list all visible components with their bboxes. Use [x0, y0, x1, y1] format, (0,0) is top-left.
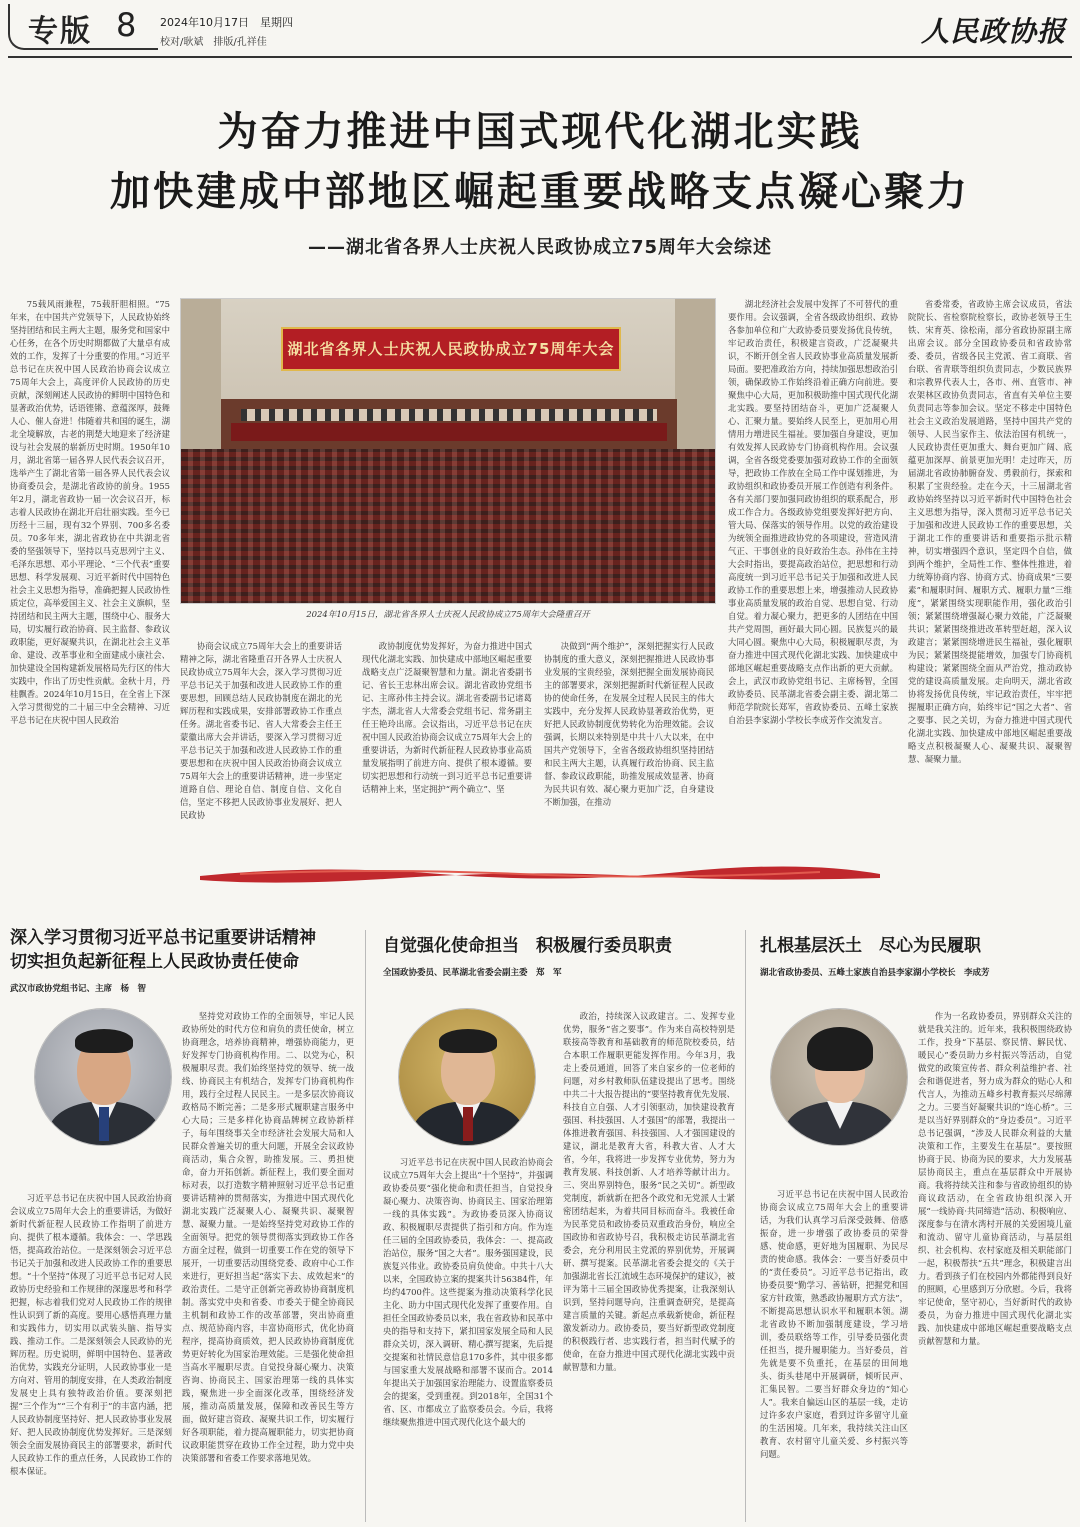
section2-title: 自觉强化使命担当 积极履行委员职责: [383, 936, 672, 956]
article-text: 政协制度优势发挥好，为奋力推进中国式现代化湖北实践、加快建成中部地区崛起重要战略支点广泛凝聚智慧和力量。湖北省委副书记、省长王忠林出席会议。湖北省政协党组书记、主席孙伟主持会议。湖北省委副书记诸葛宇杰，湖北省人大常委会党组书记、常务副主任王艳玲出席。会议指出，习近平总书记在庆祝中国人民政治协商会议成立75周年大会上的重要讲话，为新时代新征程人民政协事业高质量发展指明了前进方向、提供了根本遵循。要切实把思想和行动统一到习近平总书记重要讲话精神上来，坚定拥护“两个确立”、坚: [362, 641, 532, 794]
portrait-yang-zhi: [34, 1008, 172, 1146]
article-column-3: [362, 640, 532, 856]
masthead: [0, 0, 1080, 58]
section1-column-2: [182, 1010, 354, 1522]
article-text: 政治，持续深入议政建言。二、发挥专业优势，服务“省之要事”。作为来自高校特别是联接高等教育和基础教育的师范院校委员，结合本职工作履职更能发挥作用。今年3月，我走上委员通道，回答了来自家乡的一位老师的问题，对乡村教师队伍建设提出了思考。围绕中共二十大报告提出的“要坚持教育优先发展、科技自立自强、人才引领驱动，加快建设教育强国、科技强国、人才强国”的部署，我提出一体推进教育强国、科技强国、人才强国建设的建议，湖北是教育大省，科教大省、人才大省，今年，我将进一步发挥专业优势，努力为教育发展、科技创新、人才培养等献计出力。三、突出界别特色，服务“民之关切”。新型政党制度，新就新在把各个政党和无党派人士紧密团结起来，为着共同目标而奋斗。我被任命为民革党员和政协委员双重政治身份，响应全国政协和省政协号召，我积极走访民革湖北省委会，充分利用民主党派的界别优势，开展调研、撰写提案。民革湖北省委会提交的《关于加强湖北省长江流域生态环境保护的建议》，被评为第十三届全国政协优秀提案，让我深刻认识到，坚持问题导向，注重调查研究，是提高建言质量的关键。新起点承载新使命，新征程激发新动力。政协委员，要当好新型政党制度的积极践行者、忠实践行者，担当时代赋予的使命，在奋力推进中国式现代化湖北实践中贡献智慧和力量。: [563, 1011, 735, 1372]
photo-caption: 2024年10月15日，湖北省各界人士庆祝人民政协成立75周年大会隆重召开: [306, 610, 590, 620]
article-text: 决做到“两个维护”，深刻把握实行人民政协制度的重大意义，深刻把握推进人民政协事业发展的宝贵经验，深刻把握全面发展协商民主的部署要求，深刻把握新时代新征程人民政协的使命任务，在发展全过程人民民主的伟大实践中，充分发挥人民政协显著政治优势，更好把人民政协制度优势转化为治理效能。会议强调，长期以来特别是中共十八大以来，在中国共产党领导下，全省各级政协组织坚持团结和民主两大主题，认真履行政治协商、民主监督、参政议政职能，助推发展成效显著、协商为民共识有效、凝心聚力更加广泛，自身建设不断加强，在推动: [544, 641, 714, 807]
red-ribbon-divider: [200, 862, 880, 884]
article-column-6: [908, 298, 1072, 856]
headline-subtitle: ——湖北省各界人士庆祝人民政协成立75周年大会综述: [307, 237, 773, 258]
article-text: 湖北经济社会发展中发挥了不可替代的重要作用。会议强调，全省各级政协组织、政协各参加单位和广大政协委员要发扬优良传统，牢记政治责任，积极建言资政，广泛凝聚共识，不断开创全省人民政协事业高质量发展新局面。要把准政治方向，持续加强思想政治引领，确保政协工作始终沿着正确方向前进。要聚焦中心大局，更加积极助推中国式现代化湖北实践。要坚持团结奋斗，更加广泛凝聚人心、汇聚力量。要始终人民至上，更加用心用情用力增进民生福祉。要加强自身建设，更加有效发挥人民政协专门协商机构作用。会议强调，全省各级党委要加强对政协工作的全面领导，把政协工作放在全局工作中谋划推进，为政协组织和政协委员开展工作创造有利条件。各有关部门要加强同政协组织的联系配合，形成工作合力。各级政协党组要发挥好把方向、管大局、保落实的领导作用。以党的政治建设为统领全面推进政协党的各项建设，营造风清气正、干事创业的良好政治生态。孙伟在主持大会时指出，要提高政治站位，把思想和行动高度统一到习近平总书记关于加强和改进人民政协工作的重要思想上来，增强推动人民政协事业高质量发展的政治自觉、思想自觉、行动自觉。着力凝心聚力，把更多的人团结在中国共产党周围，画好最大同心圆。民族复兴的最大同心圆。聚焦中心大局，积极履职尽责，为奋力推进中国式现代化湖北实践、加快建成中部地区崛起重要战略支点作出新的更大贡献。会上，武汉市政协党组书记、主席杨智，全国政协委员、民革湖北省委会副主委、湖北第二师范学院院长郑军，省政协委员、五峰土家族自治县李家湖小学校长李成芳作交流发言。: [728, 299, 898, 725]
article-text: 习近平总书记在庆祝中国人民政治协商会议成立75周年大会上提出“十个坚持”，并强调政协委员要“强化使命和责任担当，自觉投身凝心聚力、决策咨询、协商民主、国家治理第一线的具体实践”。为政协委员深入协商议政、积极履职尽责提供了指引和方向。作为连任三届的全国政协委员，我体会：一、提高政治站位，服务“国之大者”。服务强国建设，民族复兴伟业。政协委员肩负使命。中共十八大以来，全国政协立案的提案共计56384件，年均约4700件。这些提案为推动决策科学化民主化、助力中国式现代化发挥了重要作用。自担任全国政协委员以来，我在省政协和民革中央的指导和支持下，紧扣国家发展全局和人民群众关切，深入调研、精心撰写提案，先后提交提案和社情民意信息170多件，其中很多都与国家重大发展战略和部署不谋而合。2014年提出关于加强国家治理能力、设置监察委员会的提案，受到重视。到2018年，全国31个省、区、市都成立了监察委员会。今后，我将继续聚焦推进中国式现代化这个最大的: [383, 1157, 553, 1427]
editorial-staff: 校对/耿斌 排版/孔祥佳: [160, 37, 267, 48]
stage-table: [231, 423, 667, 441]
section3-column-1: [760, 1188, 908, 1522]
article-text: 协商会议成立75周年大会上的重要讲话精神之际，湖北省隆重召开各界人士庆祝人民政协成立75周年大会，深入学习贯彻习近平总书记关于加强和改进人民政协工作的重要思想，回顾总结人民政协制度在湖北的光辉历程和实践成果，安排部署政协工作重点任务。湖北省委书记、省人大常委会主任王蒙徽出席大会并讲话，要深入学习贯彻习近平总书记关于加强和改进人民政协工作的重要思想和在庆祝中国人民政治协商会议成立75周年大会上的重要讲话精神，进一步坚定道路自信、理论自信、制度自信、文化自信，坚定不移把人民政协事业发展好、把人民政协: [180, 641, 342, 820]
article-column-1: [10, 298, 170, 858]
conference-banner: 湖北省各界人士庆祝人民政协成立75周年大会: [281, 327, 621, 371]
column-divider: [365, 930, 366, 1522]
section1-title-line-1: 深入学习贯彻习近平总书记重要讲话精神: [10, 928, 316, 948]
section1-column-1: [10, 1192, 172, 1522]
masthead-rule: [8, 56, 1072, 58]
article-text: 习近平总书记在庆祝中国人民政治协商会议成立75周年大会上的重要讲话，为做好新时代新征程人民政协工作指明了前进方向、提供了根本遵循。我体会：一、学思践悟，提高政治站位。一是深刻领会习近平总书记关于加强和改进人民政协工作的重要思想。“十个坚持”体现了习近平总书记对人民政协历史经验和工作规律的深邃思考和科学把握，标志着我们党对人民政协工作的规律性认识到了新的高度。要用心感悟真理力量和实践伟力，切实用以武装头脑、指导实践、推动工作。二是深刻领会人民政协的光辉历程。历史说明，鲜明中国特色、显著政治优势，实践充分证明，人民政协事业一是方向对、管用的制度安排，在人类政治制度发展史上具有独特政治价值。要深刻把握“三个作为”“三个有利于”的丰富内涵，把人民政协制度坚持好、把人民政协事业发展好、把人民政协制度优势发挥好。三是深刻领会全面发展协商民主的部署要求，新时代人民政协工作的重点任务，人民政协工作的根本保证。: [10, 1193, 172, 1476]
conference-photo: [180, 298, 716, 604]
audience-rows: [181, 449, 716, 604]
article-column-4: [544, 640, 714, 856]
portrait-zheng-jun: [398, 1008, 536, 1146]
section2-column-2: [563, 1010, 735, 1522]
section2-column-1: [383, 1156, 553, 1522]
section3-author: 湖北省政协委员、五峰土家族自治县李家湖小学校长 李成芳: [760, 968, 990, 978]
column-divider: [745, 930, 746, 1522]
stage-attendees: [241, 409, 657, 421]
article-column-5: [728, 298, 898, 856]
portrait-li-chengfang: [770, 1008, 908, 1146]
article-text: 坚持党对政协工作的全面领导，牢记人民政协所处的时代方位和肩负的责任使命，树立协商理念，培养协商精神，增强协商能力，更好发挥专门协商机构作用。二、以党为心，积极履职尽责。我们始终坚持党的领导、统一战线、协商民主有机结合，发挥专门协商机构作用，践行全过程人民民主。一是多层次协商议政格局不断完善；二是多形式履职建言服务中心大局；三是多样化协商品牌树立政协新样子，每年围绕事关全市经济社会发展大局和人民群众普遍关切的重大问题，开展全会议政协商活动，集合众智，助推发展。三、勇担使命，奋力开拓创新。新征程上，我们要全面对标对表，以打造数字精神照射习近平总书记重要讲话精神的贯彻落实，为推进中国式现代化湖北实践广泛凝聚人心、凝聚共识、凝聚智慧、凝聚力量。一是始终坚持党对政协工作的全面领导。把党的领导贯彻落实到政协工作各方面全过程，做到一切重要工作在党的领导下展开，一切重要活动围绕党委、政府中心工作来进行，更好担当起“落实下去、成效起来”的政治责任。二是守正创新完善政协协商制度机制。落实党中央和省委、市委关于健全协商民主机制和政协工作的改革部署，突出协商重点、规范协商内容，丰富协商形式，优化协商程序，提高协商质效，把人民政协协商制度优势更好转化为国家治理效能。三是强化使命担当高水平履职尽责。自觉投身凝心聚力、决策咨询、协商民主、国家治理第一线的具体实践，聚焦进一步全面深化改革，围绕经济发展，推动高质量发展，保障和改善民生等方面，做好建言资政、凝聚共识工作，切实履行好各项职能，着力提高履职能力，切实把协商议政职能贯穿在政协工作全过程，助力党中央决策部署和省委工作要求落地见效。: [182, 1011, 354, 1463]
article-column-2: [180, 640, 342, 856]
article-text: 习近平总书记在庆祝中国人民政治协商会议成立75周年大会上的重要讲话，为我们认真学习后深受鼓舞、倍感振奋，进一步增强了政协委员的荣誉感、使命感，更好地为国履职、为民尽责的使命感。我体会：一要当好委员中的“责任委员”。习近平总书记指出，政协委员要“勤学习、善钻研，把握党和国家方针政策，熟悉政协履职方式方法”，不断提高思想认识水平和履职本领。湖北省政协不断加强制度建设，学习培训，委员联络等工作，引导委员强化责任担当，提升履职能力。当好委员，首先就是要不负重托，在基层的田间地头、街头巷尾中开展调研，倾听民声、汇集民智。二要当好群众身边的“知心人”。我来自偏远山区的基层一线，走访过许多农户家庭，看到过许多留守儿童的生活困境。几年来，我持续关注山区教育、农村留守儿童关爱、乡村振兴等问题。: [760, 1189, 908, 1459]
issue-date: 2024年10月17日 星期四: [160, 16, 293, 29]
headline-line-2: 加快建成中部地区崛起重要战略支点凝心聚力: [110, 168, 970, 215]
section-label: 专版: [28, 14, 92, 49]
section2-author: 全国政协委员、民革湖北省委会副主委 郑 军: [383, 968, 562, 978]
newspaper-logo: 人民政协报: [920, 15, 1066, 48]
section1-title-line-2: 切实担负起新征程上人民政协责任使命: [10, 952, 299, 972]
page-number: 8: [116, 6, 137, 44]
hall-pillar-right: [675, 299, 715, 449]
headline-line-1: 为奋力推进中国式现代化湖北实践: [217, 108, 863, 155]
hall-pillar-left: [181, 299, 221, 449]
article-text: 75载风雨兼程，75载肝胆相照。“75年来，在中国共产党领导下，人民政协始终坚持团结和民主两大主题，服务党和国家中心任务，在各个历史时期都做了大量卓有成效的工作，发挥了十分重要的作用。”习近平总书记在庆祝中国人民政治协商会议成立75周年大会上，高度评价人民政协的历史贡献，深刻阐述人民政协的鲜明中国特色和显著政治优势，话语铿锵、意蕴深厚，鼓舞人心、催人奋进！伟随着共和国的诞生，湖北全境解放，古老的荆楚大地迎来了经济建设与社会发展的崭新历史时期。1950年10月，湖北省第一届各界人民代表会议召开，选举产生了湖北省第一届各界人民代表会议协商委员会，是湖北省政协的前身。1955年2月，湖北省政协一届一次会议召开，标志着人民政协在湖北开启壮丽实践。至今已历经十三届，现有32个界别、700多名委员。70多年来，湖北省政协在中共湖北省委的坚强领导下，坚持以马克思列宁主义、毛泽东思想、邓小平理论、“三个代表”重要思想、科学发展观、习近平新时代中国特色社会主义思想为指导，准确把握人民政协性质定位，高举爱国主义、社会主义旗帜，坚持团结和民主两大主题，围绕中心、服务大局，切实履行政治协商、民主监督、参政议政职能，更好凝聚共识，在湖北社会主义革命、建设、改革事业和全面建成小康社会、加快建设全国构建新发展格局先行区的伟大实践中，作出了历史性贡献。金秋十月，丹桂飘香。2024年10月15日，在全省上下深入学习贯彻党的二十届三中全会精神、习近平总书记在庆祝中国人民政治: [10, 299, 170, 725]
article-text: 省委常委，省政协主席会议成员，省法院院长、省检察院检察长，政协老领导王生铁、宋育英、徐松南，部分省政协原副主席出席会议。部分全国政协委员和省政协常委、委员，省级各民主党派、省工商联、省台联、省青联等组织负责同志，少数民族界和宗教界代表人士，各市、州、直管市、神农架林区政协负责同志，省直有关单位主要负责同志等参加会议。坚定不移走中国特色社会主义政治发展道路，坚持中国共产党的领导、人民当家作主、依法治国有机统一，人民政协责任更加重大、舞台更加广阔、底蕴更加深厚、前景更加光明！走过昨天，历届湖北省政协肺腑奋发、勇毅前行，探索和积累了宝贵经验。走在今天，十三届湖北省政协始终坚持以习近平新时代中国特色社会主义思想为指导，深入贯彻习近平总书记关于加强和改进人民政协工作的重要思想，关于湖北工作的重要讲话和重要指示批示精神，切实增强四个意识，坚定四个自信，做到两个维护，全局性工作、整体性推进，着力统筹协商内容、协商方式、协商成果“三要素”和履职时间、履职方式、履职力量“三维度”，紧紧围绕实现职能作用，强化政治引领；紧紧围绕增强凝心聚力效能，广泛凝聚共识；紧紧围绕推进改革转型赶超，深入议政建言；紧紧围绕增进民生福祉，强化履职为民；紧紧围绕提能增效，加强专门协商机构建设；紧紧围绕全面从严治党，推动政协党的建设高质量发展。走向明天，湖北省政协将发扬优良传统，牢记政治责任，牢牢把握履职正确方向，始终牢记“国之大者”、省之要事、民之关切，为奋力推进中国式现代化湖北实践、加快建成中部地区崛起重要战略支点积极凝聚人心、凝聚共识、凝聚智慧、凝聚力量。: [908, 299, 1072, 764]
section3-column-2: [918, 1010, 1072, 1522]
section1-author: 武汉市政协党组书记、主席 杨 智: [10, 984, 147, 994]
section3-title: 扎根基层沃土 尽心为民履职: [760, 936, 981, 956]
article-text: 作为一名政协委员，界别群众关注的就是我关注的。近年来，我积极围绕政协工作，投身“下基层、察民情、解民忧、暖民心”委员助力乡村振兴等活动，自觉做党的政策宣传者、群众利益维护者、社会和谐促进者，努力成为群众的贴心人和代言人，为推动五峰乡村教育振兴尽绵薄之力。三要当好凝聚共识的“连心桥”。三是以当好界别群众的“身边委员”。习近平总书记强调，“涉及人民群众利益的大量决策和工作，主要发生在基层”。要按照协商于民、协商为民的要求，大力发展基层协商民主，重点在基层群众中开展协商。我将持续关注和参与省政协组织的协商议政活动，在全省政协组织深入开展“一线协商·共同缔造”活动、积极响应、深度参与在清水湾村开展的关爱困境儿童和流动、留守儿童协商活动，与基层组织、社会机构、农村家庭及相关职能部门一起，积极帮扶“五共”理念，积极建言出力。看到孩子们在校园内外都能得到良好的照顾，心里感到万分欣慰。今后，我将牢记使命，坚守初心，当好新时代的政协委员，为奋力推进中国式现代化湖北实践、加快建成中部地区崛起重要战略支点贡献智慧和力量。: [918, 1011, 1072, 1346]
